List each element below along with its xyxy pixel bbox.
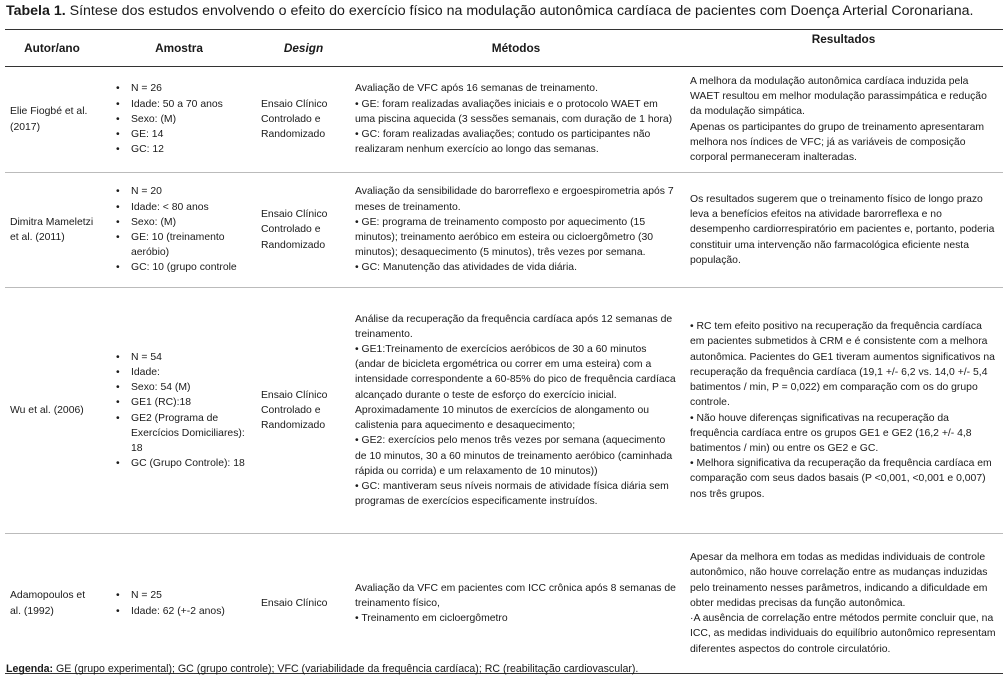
- cell-results: [684, 67, 1003, 173]
- cell-methods: [348, 67, 684, 173]
- sample-list: [113, 588, 259, 618]
- sample-item: • Idade: 50 a 70 anos: [113, 97, 259, 112]
- sample-item: • N = 54: [113, 350, 259, 365]
- sample-item: • Sexo: (M): [113, 215, 259, 230]
- cell-results: [684, 173, 1003, 288]
- sample-item: • N = 20: [113, 184, 259, 199]
- header-author: Autor/ano: [5, 30, 99, 67]
- sample-item: • GE: 14: [113, 127, 259, 142]
- sample-item: • GC (Grupo Controle): 18: [113, 456, 259, 471]
- sample-list: [113, 184, 259, 275]
- cell-design: Ensaio Clínico Controlado e Randomizado: [259, 67, 348, 173]
- sample-item: • Idade:: [113, 365, 259, 380]
- methods-paragraph: • GE2: exercícios pelo menos três vezes por semana (aquecimento de 10 minutos, 30 a 60 minutos de treinamento aeróbico (caminhada rápida ou corrida) e um relaxamento de 10 minutos)): [355, 435, 673, 477]
- methods-paragraph: Avaliação da VFC em pacientes com ICC crônica após 8 semanas de treinamento físico,: [355, 582, 676, 609]
- sample-item: • Idade: 62 (+-2 anos): [113, 604, 259, 619]
- sample-item: • GE1 (RC):18: [113, 395, 259, 410]
- results-paragraph: Apenas os participantes do grupo de treinamento apresentaram melhora nos índices de VFC; já as variáveis de composição corporal permaneceram inalteradas.: [690, 121, 985, 163]
- table-row: [5, 534, 1003, 674]
- table-row: [5, 67, 1003, 173]
- results-paragraph: • Melhora significativa da recuperação da frequência cardíaca em comparação com seus dados basais (P <0,001, <0,001 e 0,007) nos três grupos.: [690, 458, 992, 500]
- sample-list: [113, 81, 259, 157]
- sample-item: • GE2 (Programa de Exercícios Domiciliares): 18: [113, 411, 259, 457]
- cell-sample: [99, 173, 259, 288]
- results-paragraph: Apesar da melhora em todas as medidas individuais de controle autonômico, não houve correlação entre as mudanças induzidas pelo treinamento nesses parâmetros, indicando a dificuldade em obter medidas precisas da função autonômica.: [690, 552, 988, 609]
- results-paragraph: • Não houve diferenças significativas na recuperação da frequência cardíaca entre os grupos GE1 e GE2 (16,2 +/- 4,8 batimentos / min) ou entre os GE2 e GC.: [690, 412, 972, 454]
- methods-paragraph: • GC: mantiveram seus níveis normais de atividade física diária sem programas de exercícios especificamente instruídos.: [355, 480, 669, 508]
- methods-paragraph: • GC: foram realizadas avaliações; contudo os participantes não realizaram nenhum exercício ao longo das semanas.: [355, 129, 651, 156]
- cell-methods: [348, 288, 684, 534]
- header-results: Resultados: [684, 30, 1003, 67]
- sample-list: [113, 350, 259, 472]
- table-legend: [6, 663, 638, 675]
- cell-author: Elie Fiogbé et al. (2017): [5, 67, 99, 173]
- cell-methods: [348, 173, 684, 288]
- table-row: [5, 288, 1003, 534]
- header-design: Design: [259, 30, 348, 67]
- methods-paragraph: Avaliação da sensibilidade do barorreflexo e ergoespirometria após 7 meses de treinamento.: [355, 186, 674, 213]
- cell-design: Ensaio Clínico Controlado e Randomizado: [259, 173, 348, 288]
- results-paragraph: • RC tem efeito positivo na recuperação da frequência cardíaca em pacientes submetidos à CRM e é consistente com a melhora autonômica. Pacientes do GE1 tiveram aumentos significativos na recuperação da frequência cardíaca (19,1 +/- 6,2 vs. 14,0 +/- 5,4 batimentos / min, P = 0,022) em comparação com os do grupo controle.: [690, 321, 995, 409]
- sample-item: • GE: 10 (treinamento aeróbio): [113, 230, 259, 260]
- cell-results: [684, 288, 1003, 534]
- sample-item: • GC: 12: [113, 142, 259, 157]
- sample-item: • Sexo: (M): [113, 112, 259, 127]
- header-sample: Amostra: [99, 30, 259, 67]
- methods-paragraph: • Treinamento em cicloergômetro: [355, 613, 508, 625]
- cell-design: Ensaio Clínico: [259, 534, 348, 674]
- cell-sample: [99, 288, 259, 534]
- methods-paragraph: • GE: programa de treinamento composto por aquecimento (15 minutos); treinamento aeróbico em esteira ou cicloergômetro (30 minutos); desaquecimento (5 minutos), três vezes por semana.: [355, 216, 654, 259]
- methods-paragraph: • GE: foram realizadas avaliações iniciais e o protocolo WAET em uma piscina aquecida (3 sessões semanais, com duração de 1 hora): [355, 98, 673, 125]
- methods-paragraph: • GE1:Treinamento de exercícios aeróbicos de 30 a 60 minutos (andar de bicicleta ergométrica ou correr em uma esteira) com a intensidade correspondente a 60-85% do pico de frequência cardíaca alcançado durante o teste de esforço do exercício inicial. Aproximadamente 10 minutos de exercícios de alongamento ou calistenia para aquecimento e desaquecimento;: [355, 344, 676, 432]
- methods-paragraph: • GC: Manutenção das atividades de vida diária.: [355, 262, 577, 274]
- table-body: [5, 67, 1003, 674]
- methods-paragraph: Análise da recuperação da frequência cardíaca após 12 semanas de treinamento.: [355, 313, 673, 340]
- cell-results: [684, 534, 1003, 674]
- studies-table: [5, 29, 1003, 674]
- cell-design: Ensaio Clínico Controlado e Randomizado: [259, 288, 348, 534]
- methods-paragraph: Avaliação de VFC após 16 semanas de treinamento.: [355, 83, 598, 95]
- sample-item: • GC: 10 (grupo controle: [113, 260, 259, 275]
- cell-sample: [99, 67, 259, 173]
- table-row: [5, 173, 1003, 288]
- sample-item: • N = 25: [113, 588, 259, 603]
- sample-item: • Idade: < 80 anos: [113, 200, 259, 215]
- caption-label: Tabela 1.: [6, 3, 66, 19]
- caption-text: Síntese dos estudos envolvendo o efeito do exercício físico na modulação autonômica cardíaca de pacientes com Doença Arterial Coronariana.: [69, 3, 974, 19]
- cell-author: Adamopoulos et al. (1992): [5, 534, 99, 674]
- sample-item: • N = 26: [113, 81, 259, 96]
- legend-label: Legenda:: [6, 663, 54, 675]
- sample-item: • Sexo: 54 (M): [113, 380, 259, 395]
- cell-methods: [348, 534, 684, 674]
- header-methods: Métodos: [348, 30, 684, 67]
- table-header-row: [5, 30, 1003, 67]
- legend-text: GE (grupo experimental); GC (grupo controle); VFC (variabilidade da frequência cardíaca); RC (reabilitação cardiovascular).: [56, 663, 639, 675]
- cell-author: Dimitra Mameletzi et al. (2011): [5, 173, 99, 288]
- cell-author: Wu et al. (2006): [5, 288, 99, 534]
- table-caption: [6, 3, 973, 19]
- cell-sample: [99, 534, 259, 674]
- results-paragraph: A melhora da modulação autonômica cardíaca induzida pela WAET resultou em melhor modulação parassimpática e redução da modulação simpática.: [690, 75, 987, 118]
- results-paragraph: ·A ausência de correlação entre métodos permite concluir que, na ICC, as medidas individuais do equilíbrio autonômico representam diferentes aspectos do controle circulatório.: [690, 613, 996, 655]
- results-paragraph: Os resultados sugerem que o treinamento físico de longo prazo leva a benefícios efeitos na atividade barorreflexa e no desempenho cardiorrespiratório em pacientes e, portanto, poderia constituir uma intervenção não farmacológica eficiente nesta população.: [690, 193, 995, 266]
